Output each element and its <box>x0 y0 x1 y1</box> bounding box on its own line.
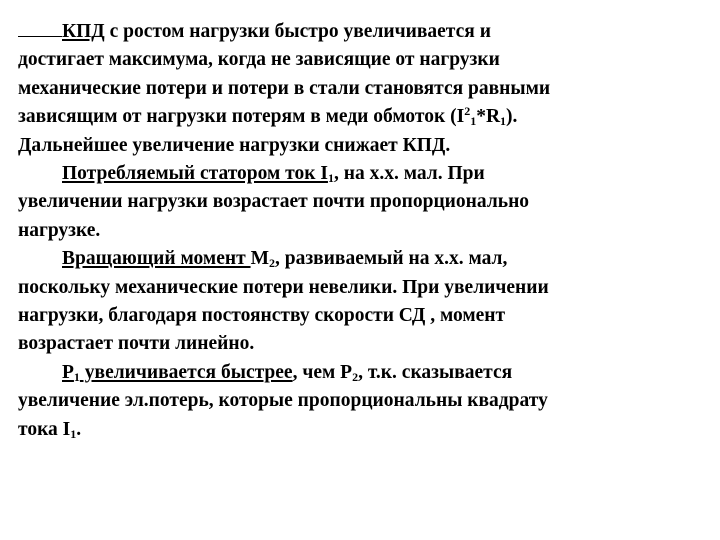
text-line: увеличении нагрузки возрастает почти пропорционально <box>18 191 530 213</box>
text-line: возрастает почти линейно. <box>18 333 255 355</box>
text-line: достигает максимума, когда не зависящие от нагрузки <box>18 49 500 71</box>
term-torque: Вращающий момент <box>62 248 251 270</box>
text-line: механические потери и потери в стали становятся равными <box>18 77 551 99</box>
indent-underline <box>18 20 62 37</box>
term-efficiency: КПД <box>62 21 105 42</box>
paragraph-power <box>18 359 708 444</box>
text-line: КПД с ростом нагрузки быстро увеличивается и <box>18 18 708 46</box>
term-power: $P_1$ увеличивается быстрее <box>62 361 293 384</box>
document-body <box>18 18 708 444</box>
text-line: тока $I_1$. <box>18 418 82 441</box>
text-line: зависящим от нагрузки потерям в меди обмоток $(I^2_1*R_1)$. <box>18 104 518 129</box>
term-stator-current: Потребляемый статором ток $I_1$ <box>62 163 334 186</box>
text-line: Вращающий момент $M_2$, развиваемый на х.х. мал, <box>62 248 508 271</box>
text-line: $P_1$ увеличивается быстрее, чем $P_2$, т.к. сказывается <box>62 361 513 384</box>
paragraph-stator-current <box>18 160 708 245</box>
text-line: нагрузки, благодаря постоянству скорости СД , момент <box>18 305 506 327</box>
text-line: нагрузке. <box>18 219 101 241</box>
paragraph-torque <box>18 245 708 359</box>
text-line: увеличение эл.потерь, которые пропорциональны квадрату <box>18 390 548 412</box>
paragraph-efficiency <box>18 18 708 160</box>
text-line: Потребляемый статором ток $I_1$, на х.х. мал. При <box>62 163 485 186</box>
text-line: Дальнейшее увеличение нагрузки снижает КПД. <box>18 134 451 156</box>
text-line: поскольку механические потери невелики. При увеличении <box>18 276 549 298</box>
